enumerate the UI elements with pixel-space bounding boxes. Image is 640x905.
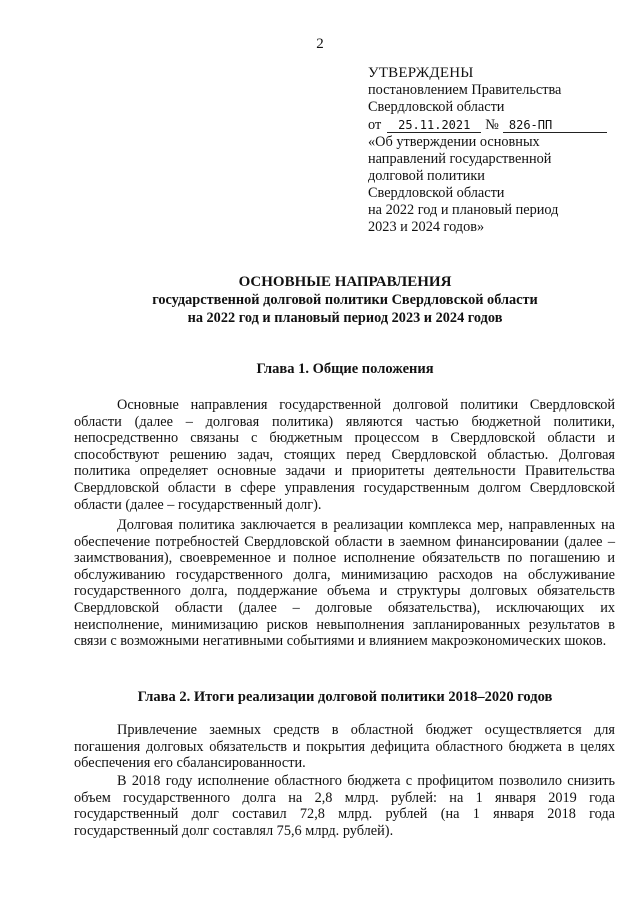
title-line-1: ОСНОВНЫЕ НАПРАВЛЕНИЯ [238, 274, 452, 290]
approval-title-line: 2023 и 2024 годов» [368, 219, 485, 235]
date-prefix: от [368, 117, 382, 133]
approval-date-line [368, 116, 618, 134]
approval-block [368, 64, 618, 236]
approval-line: Свердловской области [368, 99, 505, 115]
chapter-2-paragraph: В 2018 году исполнение областного бюджета с профицитом позволило снизить объем государственного долга на 2,8 млрд. рублей: на 1 января 2019 года государственный долг составил 72,8 млрд. рублей (на 1 января 2018 года государственный долг составлял 75,6 млрд. рублей). [74, 773, 615, 839]
chapter-1-paragraph: Основные направления государственной долговой политики Свердловской области (далее – долговая политика) являются частью бюджетной политики, непосредственно связаны с бюджетным процессом в Свердловской области и способствуют решению задач, стоящих перед Свердловской областью. Долговая политика определяет основные задачи и приоритеты деятельности Правительства Свердловской области в сфере управления государственным долгом Свердловской области (далее – государственный долг). [74, 397, 615, 513]
approval-title-line: долговой политики [368, 168, 485, 184]
approval-title-line: направлений государственной [368, 151, 552, 167]
title-line-3: на 2022 год и плановый период 2023 и 2024 годов [187, 310, 503, 326]
approval-date: 25.11.2021 [387, 118, 481, 133]
title-line-2: государственной долговой политики Свердловской области [152, 292, 538, 308]
approval-title-line: «Об утверждении основных [368, 134, 540, 150]
approval-title-line: Свердловской области [368, 185, 505, 201]
chapter-2-paragraph: Привлечение заемных средств в областной бюджет осуществляется для погашения долговых обязательств и покрытия дефицита областного бюджета в целях обеспечения его сбалансированности. [74, 722, 615, 772]
approval-number: 826-ПП [503, 118, 607, 133]
chapter-1-paragraph: Долговая политика заключается в реализации комплекса мер, направленных на обеспечение потребностей Свердловской области в заемном финансировании (далее – заимствования), своевременное и полное исполнение обязательств по погашению и обслуживанию государственного долга, минимизацию расходов на обслуживание государственного долга, поддержание объема и структуры долговых обязательств Свердловской области (далее – долговые обязательства), исключающих их неисполнение, минимизацию рисков невыполнения запланированных результатов в связи с возможными негативными событиями и влиянием макроэкономических шоков. [74, 517, 615, 650]
page-number: 2 [316, 36, 324, 52]
approval-stamp: УТВЕРЖДЕНЫ [368, 65, 474, 81]
approval-title-line: на 2022 год и плановый период [368, 202, 559, 218]
chapter-2-heading: Глава 2. Итоги реализации долговой политики 2018–2020 годов [137, 689, 553, 705]
chapter-1-heading: Глава 1. Общие положения [256, 361, 434, 377]
number-prefix: № [485, 117, 499, 133]
approval-line: постановлением Правительства [368, 82, 562, 98]
